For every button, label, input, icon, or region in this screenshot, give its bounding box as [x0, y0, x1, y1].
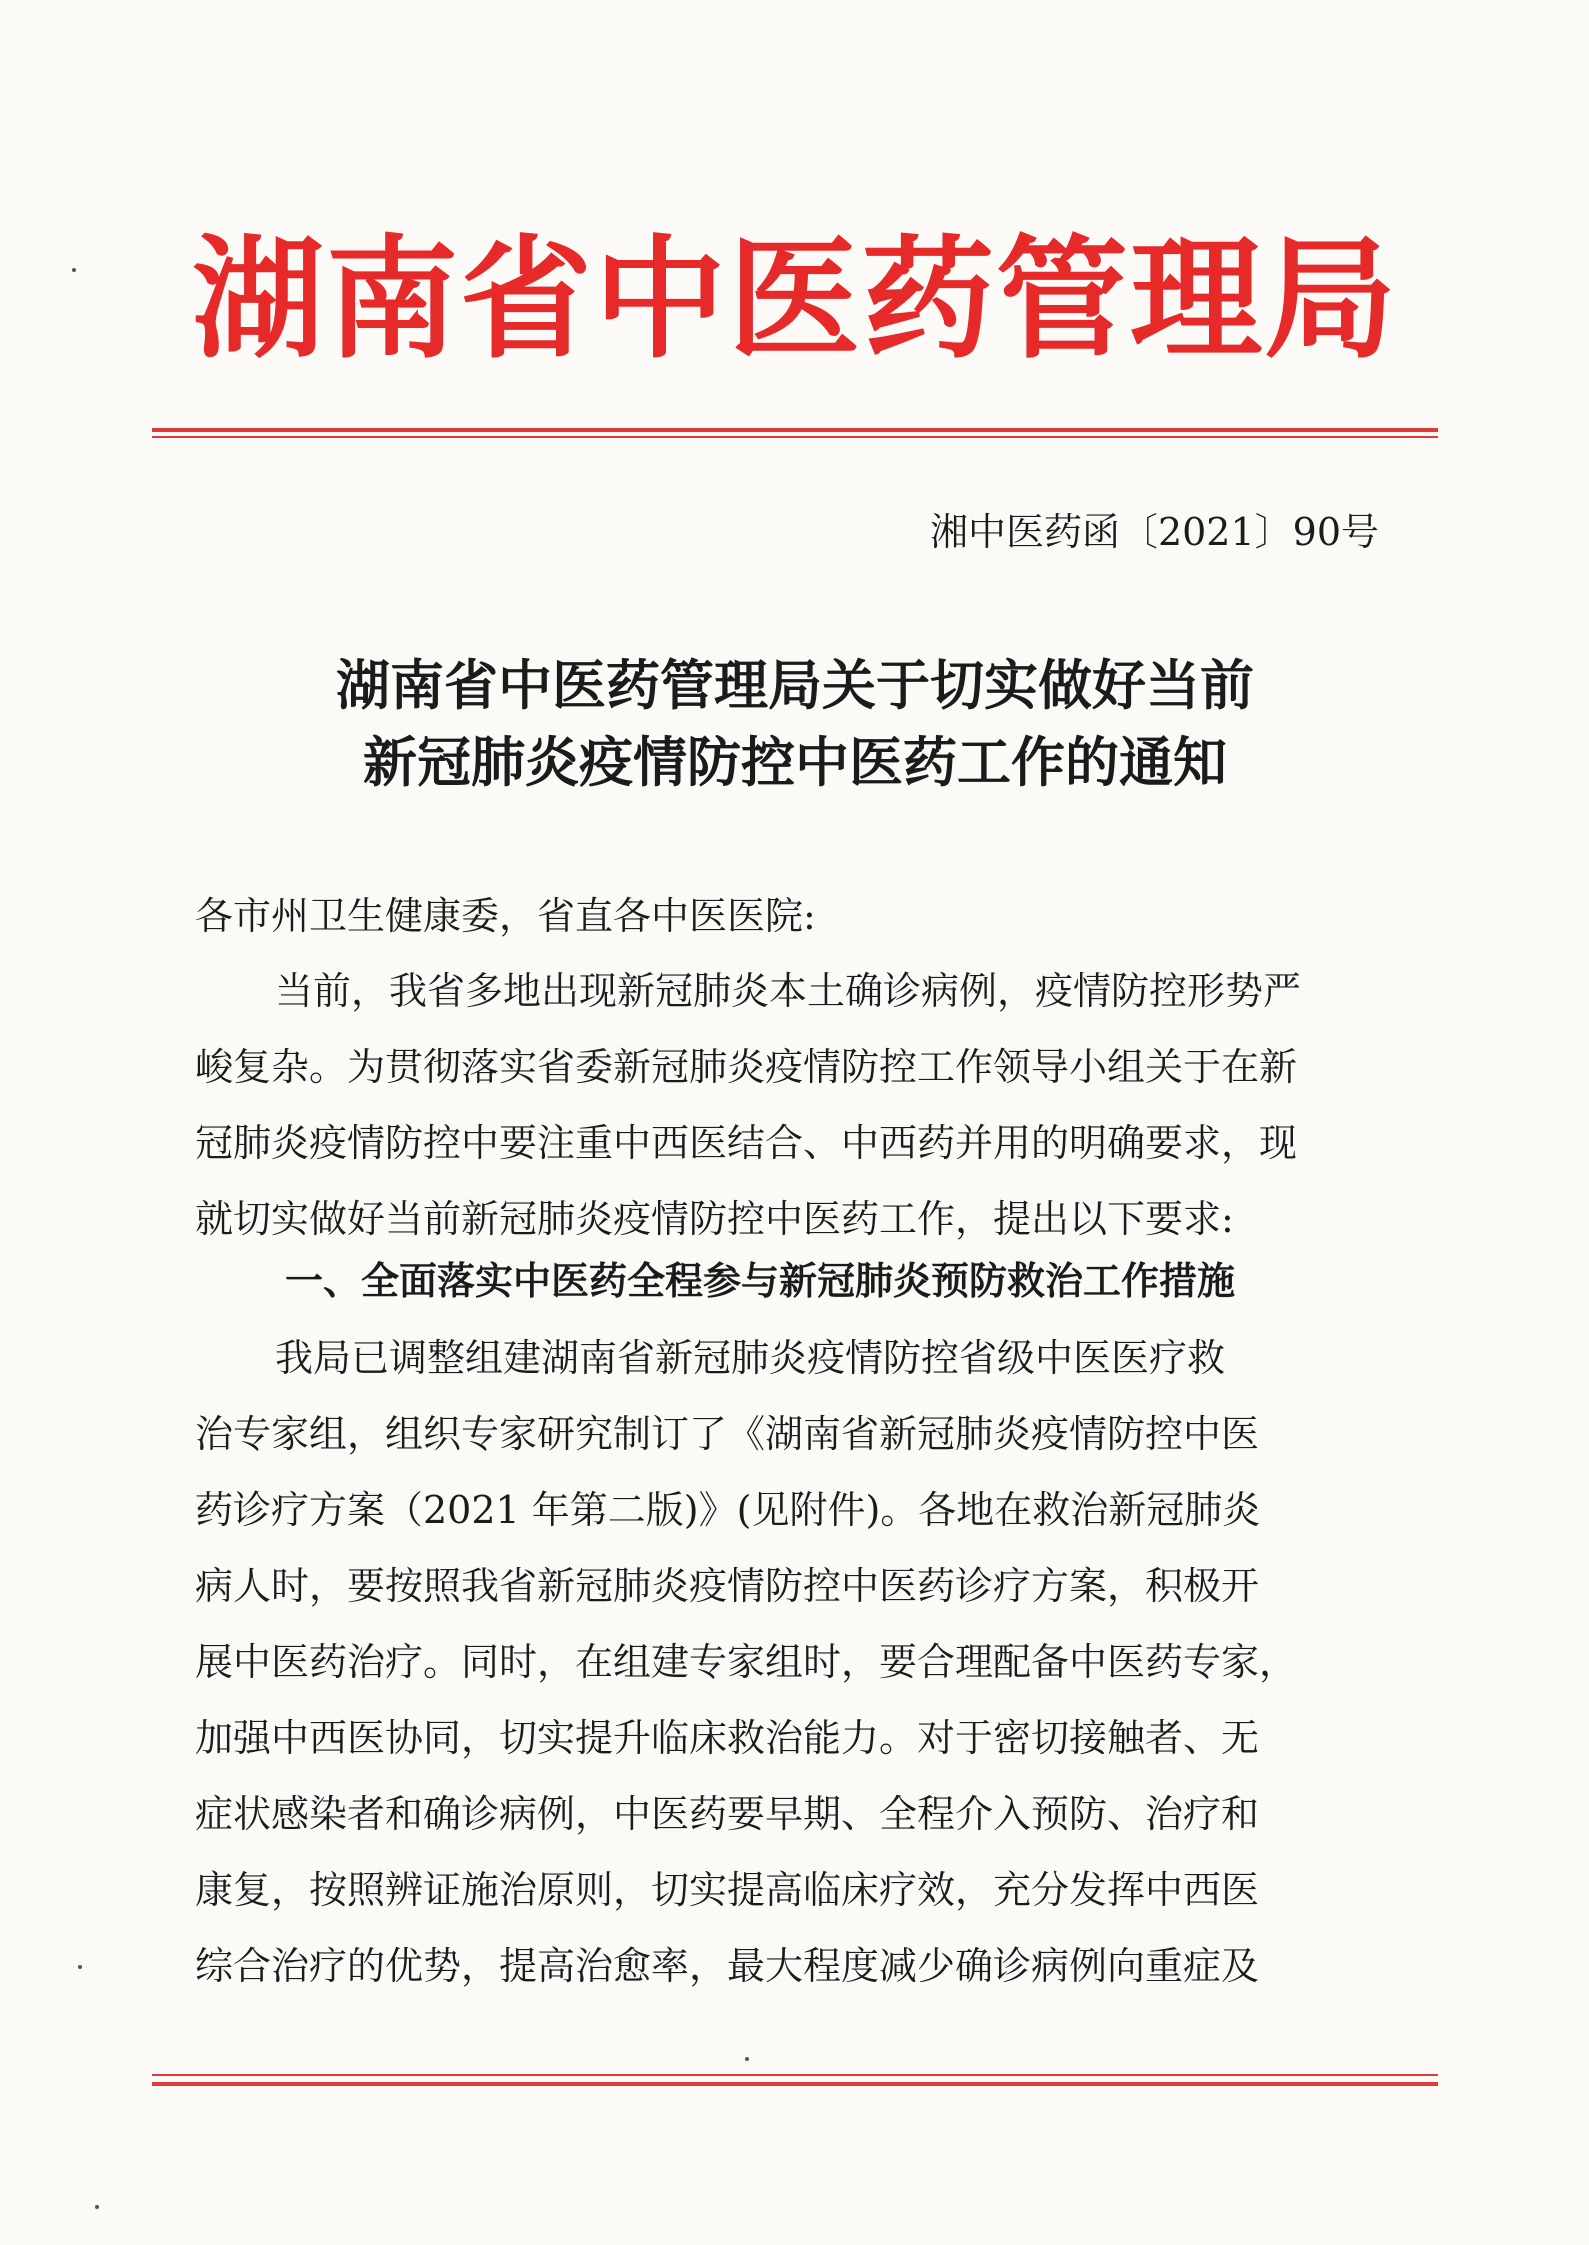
- letterhead-agency-name: 湖南省中医药管理局: [192, 223, 1398, 377]
- intro-line: 就切实做好当前新冠肺炎疫情防控中医药工作，提出以下要求:: [195, 1197, 1234, 1241]
- section-1-heading: 一、全面落实中医药全程参与新冠肺炎预防救治工作措施: [285, 1259, 1236, 1303]
- letterhead-rule-top: [152, 428, 1438, 432]
- section-1-line: 症状感染者和确诊病例，中医药要早期、全程介入预防、治疗和: [195, 1792, 1260, 1836]
- scan-speck: [72, 268, 76, 272]
- scan-speck: [95, 2205, 99, 2209]
- section-1-line: 药诊疗方案（2021 年第二版)》(见附件)。各地在救治新冠肺炎: [195, 1488, 1261, 1532]
- intro-paragraph: [195, 953, 1385, 1257]
- section-1-line: 展中医药治疗。同时，在组建专家组时，要合理配备中医药专家，: [195, 1640, 1298, 1684]
- section-1-paragraph: [195, 1320, 1385, 2004]
- intro-line: 峻复杂。为贯彻落实省委新冠肺炎疫情防控工作领导小组关于在新: [195, 1045, 1298, 1089]
- document-title-line-2: 新冠肺炎疫情防控中医药工作的通知: [363, 731, 1227, 794]
- section-1-line: 康复，按照辨证施治原则，切实提高临床疗效，充分发挥中西医: [195, 1868, 1260, 1912]
- section-1-line: 加强中西医协同，切实提升临床救治能力。对于密切接触者、无: [195, 1716, 1260, 1760]
- scan-speck: [78, 1965, 82, 1969]
- section-1-line: 治专家组，组织专家研究制订了《湖南省新冠肺炎疫情防控中医: [195, 1412, 1260, 1456]
- salutation-text: 各市州卫生健康委，省直各中医医院:: [195, 894, 816, 938]
- letterhead-rule-top-secondary: [152, 436, 1438, 438]
- section-1-line: 综合治疗的优势，提高治愈率，最大程度减少确诊病例向重症及: [195, 1944, 1260, 1988]
- section-1-line: 病人时，要按照我省新冠肺炎疫情防控中医药诊疗方案，积极开: [195, 1564, 1260, 1608]
- section-1-line: 我局已调整组建湖南省新冠肺炎疫情防控省级中医医疗救: [275, 1336, 1226, 1380]
- footer-rule-top: [152, 2074, 1438, 2076]
- intro-line: 冠肺炎疫情防控中要注重中西医结合、中西药并用的明确要求，现: [195, 1121, 1298, 1165]
- scan-speck: [745, 2057, 749, 2061]
- document-number: 湘中医药函〔2021〕90号: [929, 510, 1379, 554]
- document-title-line-1: 湖南省中医药管理局关于切实做好当前: [336, 654, 1254, 717]
- footer-rule-bottom: [152, 2082, 1438, 2086]
- salutation: [195, 878, 1385, 954]
- intro-line: 当前，我省多地出现新冠肺炎本土确诊病例，疫情防控形势严: [275, 969, 1302, 1013]
